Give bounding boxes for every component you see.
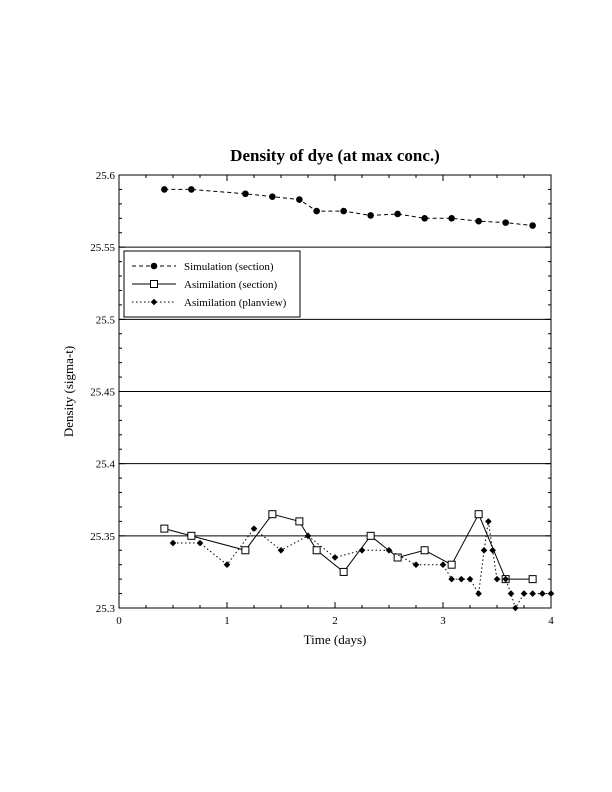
data-point-circle [502, 219, 509, 226]
data-point-circle [475, 218, 482, 225]
data-point-diamond [448, 576, 455, 583]
data-point-circle [421, 215, 428, 222]
data-point-square [269, 511, 276, 518]
y-tick-label: 25.35 [90, 530, 115, 543]
data-point-diamond [332, 554, 339, 561]
chart-title: Density of dye (at max conc.) [230, 146, 440, 165]
legend [124, 251, 300, 317]
data-point-square [151, 281, 158, 288]
data-point-circle [448, 215, 455, 222]
data-point-diamond [512, 605, 519, 612]
y-tick-label: 25.5 [95, 314, 115, 327]
y-tick-label: 25.55 [90, 242, 115, 255]
data-point-square [188, 532, 195, 539]
data-point-diamond [529, 590, 536, 597]
data-point-diamond [170, 540, 177, 547]
data-point-square [313, 547, 320, 554]
x-tick-label: 2 [332, 615, 338, 627]
data-point-circle [394, 211, 401, 218]
data-point-diamond [359, 547, 366, 554]
data-point-circle [340, 208, 347, 215]
x-tick-label: 1 [224, 615, 230, 627]
legend-label: Asimilation (planview) [184, 297, 287, 309]
data-point-circle [296, 196, 303, 203]
y-tick-label: 25.3 [95, 603, 115, 615]
data-point-diamond [440, 561, 447, 568]
series-line [164, 514, 532, 579]
data-point-square [296, 518, 303, 525]
data-point-diamond [485, 518, 492, 525]
data-point-diamond [305, 533, 312, 540]
data-point-circle [242, 190, 249, 197]
x-axis-label: Time (days) [303, 632, 367, 647]
data-point-diamond [251, 525, 258, 532]
data-point-square [367, 532, 374, 539]
grid-lines [119, 175, 551, 608]
legend-label: Simulation (section) [184, 261, 274, 273]
y-tick-label: 25.4 [95, 458, 115, 471]
data-point-circle [313, 208, 320, 215]
data-point-diamond [481, 547, 488, 554]
data-point-square [161, 525, 168, 532]
data-point-circle [529, 222, 536, 229]
x-tick-label: 3 [440, 615, 446, 627]
data-point-circle [151, 263, 158, 270]
data-point-diamond [521, 590, 528, 597]
data-point-square [448, 561, 455, 568]
data-point-diamond [508, 590, 515, 597]
data-point-circle [367, 212, 374, 219]
data-point-square [475, 511, 482, 518]
data-point-diamond [548, 590, 555, 597]
series-3 [170, 518, 555, 611]
legend-label: Asimilation (section) [184, 279, 278, 291]
data-point-square [242, 547, 249, 554]
y-axis-label: Density (sigma-t) [61, 345, 76, 438]
axis-ticks [90, 170, 554, 627]
data-point-square [529, 576, 536, 583]
data-point-diamond [413, 561, 420, 568]
data-point-diamond [197, 540, 204, 547]
y-tick-label: 25.6 [95, 170, 115, 182]
data-point-square [340, 568, 347, 575]
series-2 [161, 511, 536, 583]
data-point-diamond [475, 590, 482, 597]
x-tick-label: 4 [548, 615, 554, 627]
data-point-diamond [278, 547, 285, 554]
data-point-diamond [467, 576, 474, 583]
data-point-circle [161, 186, 168, 193]
data-point-circle [269, 193, 276, 200]
data-point-square [421, 547, 428, 554]
data-point-circle [188, 186, 195, 193]
series-1 [161, 186, 536, 229]
y-tick-label: 25.45 [90, 386, 115, 399]
data-point-diamond [494, 576, 501, 583]
data-series [161, 186, 554, 611]
data-point-diamond [539, 590, 546, 597]
data-point-square [394, 554, 401, 561]
x-tick-label: 0 [116, 615, 122, 627]
data-point-diamond [458, 576, 465, 583]
